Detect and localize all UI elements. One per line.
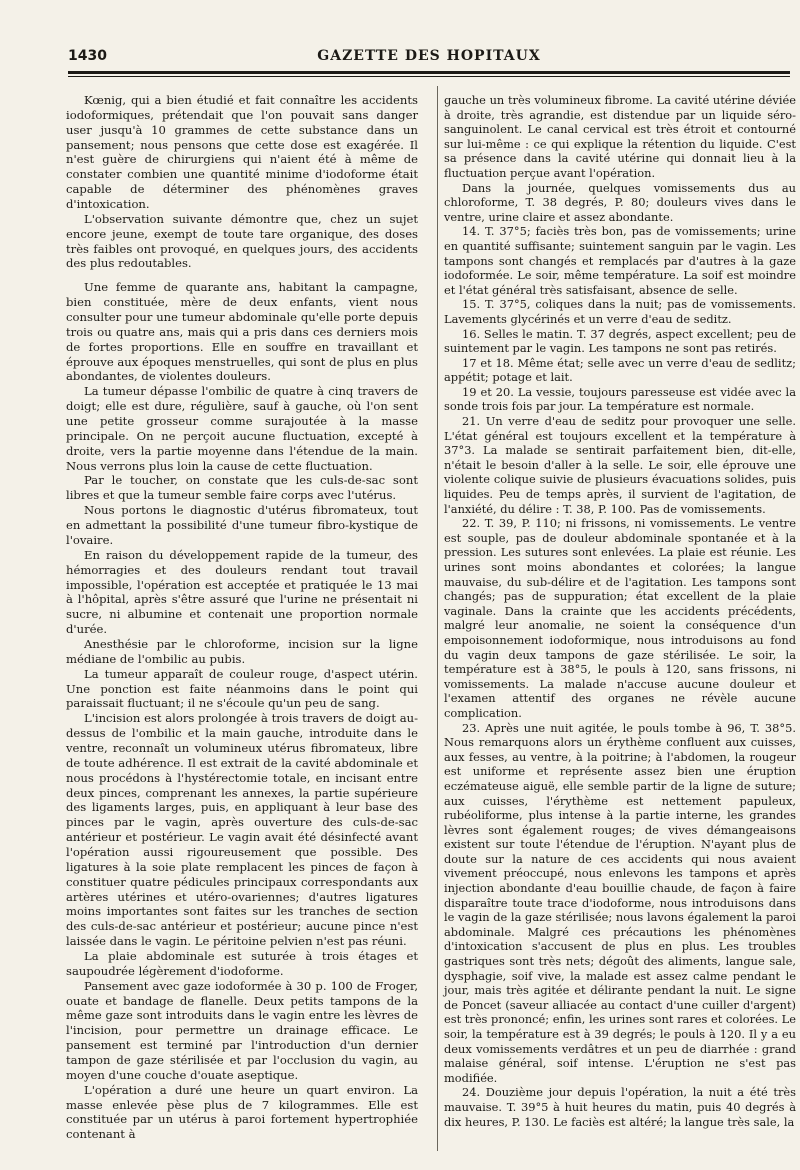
- paragraph: Une femme de quarante ans, habitant la campagne, bien constituée, mère de deux enfants, vient nous consulter pour une tumeur abdominale qu'elle porte depuis trois ou quatre ans, mais qui a pris dans ces derniers mois de fortes proportions. Elle en souffre en travaillant et éprouve aux époques menstruelles, qui sont de plus en plus abondantes, de violentes douleurs.: [66, 280, 418, 384]
- paragraph: Anesthésie par le chloroforme, incision sur la ligne médiane de l'ombilic au pubis.: [66, 636, 418, 666]
- paragraph: Nous portons le diagnostic d'utérus fibromateux, tout en admettant la possibilité d'une tumeur fibro-kystique de l'ovaire.: [66, 503, 418, 547]
- paragraph: L'opération a duré une heure un quart environ. La masse enlevée pèse plus de 7 kilogrammes. Elle est constituée par un utérus à paroi fortement hypertrophiée contenant à: [66, 1082, 418, 1142]
- paragraph: gauche un très volumineux fibrome. La cavité utérine déviée à droite, très agrandie, est distendue par un liquide séro-sanguinolent. Le canal cervical est très étroit et contourné sur lui-même : ce qui explique la rétention du liquide. C'est sa présence dans la cavité utérine qui donnait lieu à la fluctuation perçue avant l'opération.: [444, 93, 796, 180]
- header-rule-thin: [68, 76, 790, 77]
- page-number: 1430: [68, 48, 107, 64]
- header-rule-thick: [68, 71, 790, 74]
- paragraph: Par le toucher, on constate que les culs-de-sac sont libres et que la tumeur semble faire corps avec l'utérus.: [66, 473, 418, 503]
- paragraph: L'observation suivante démontre que, chez un sujet encore jeune, exempt de toute tare organique, des doses très faibles ont provoqué, en quelques jours, des accidents des plus redoutables.: [66, 211, 418, 271]
- paragraph: 23. Après une nuit agitée, le pouls tombe à 96, T. 38°5. Nous remarquons alors un érythème confluent aux cuisses, aux fesses, au ventre, à la poitrine; à l'abdomen, la rougeur est uniforme et représente assez bien une éruption eczémateuse aiguë, elle semble partir de la ligne de suture; aux cuisses, l'érythème est nettement papuleux, rubéoliforme, plus intense à la partie interne, les grandes lèvres sont également rouges; de vives démangeaisons existent sur toute l'étendue de l'éruption. N'ayant plus de doute sur la nature de ces accidents qui nous avaient vivement préoccupé, nous enlevons les tampons et après injection abondante d'eau bouillie chaude, de façon à faire disparaître toute trace d'iodoforme, nous introduisons dans le vagin de la gaze stérilisée; nous lavons également la paroi abdominale. Malgré ces précautions les phénomènes d'intoxication s'accusent de plus en plus. Les troubles gastriques sont très nets; dégoût des aliments, langue sale, dysphagie, soif vive, la malade est assez calme pendant le jour, mais très agitée et délirante pendant la nuit. Le signe de Poncet (saveur alliacée au contact d'une cuiller d'argent) est très prononcé; enfin, les urines sont rares et colorées. Le soir, la température est à 39 degrés; le pouls à 120. Il y a eu deux vomissements verdâtres et un peu de diarrhée : grand malaise général, soif intense. L'éruption ne s'est pas modifiée.: [444, 720, 796, 1085]
- paragraph: Dans la journée, quelques vomissements dus au chloroforme, T. 38 degrés, P. 80; douleurs vives dans le ventre, urine claire et assez abondante.: [444, 180, 796, 224]
- paragraph: La tumeur dépasse l'ombilic de quatre à cinq travers de doigt; elle est dure, régulière, sauf à gauche, où l'on sent une petite grosseur comme surajoutée à la masse principale. On ne perçoit aucune fluctuation, excepté à droite, vers la partie moyenne dans l'étendue de la main. Nous verrons plus loin la cause de cette fluctuation.: [66, 384, 418, 473]
- column-divider: [437, 86, 438, 1151]
- paragraph: 24. Douzième jour depuis l'opération, la nuit a été très mauvaise. T. 39°5 à huit heures du matin, puis 40 degrés à dix heures, P. 130. Le faciès est altéré; la langue très sale, la: [444, 1085, 796, 1129]
- paragraph: Kœnig, qui a bien étudié et fait connaître les accidents iodoformiques, prétendait que l'on pouvait sans danger user jusqu'à 10 grammes de cette substance dans un pansement; nous pensons que cette dose est exagérée. Il n'est guère de chirurgiens qui n'aient été à même de constater combien une quantité minime d'iodoforme était capable de déterminer des phénomènes graves d'intoxication.: [66, 93, 418, 212]
- page-header: [68, 48, 790, 70]
- paragraph: 14. T. 37°5; faciès très bon, pas de vomissements; urine en quantité suffisante; suintement sanguin par le vagin. Les tampons sont changés et remplacés par d'autres à la gaze iodoformée. Le soir, même température. La soif est moindre et l'état général très satisfaisant, absence de selle.: [444, 224, 796, 297]
- paragraph: 21. Un verre d'eau de seditz pour provoquer une selle. L'état général est toujours excellent et la température à 37°3. La malade se sentirait parfaitement bien, dit-elle, n'était le besoin d'aller à la selle. Le soir, elle éprouve une violente colique suivie de plusieurs évacuations solides, puis liquides. Peu de temps après, il survient de l'agitation, de l'anxiété, du délire : T. 38, P. 100. Pas de vomissements.: [444, 414, 796, 516]
- paragraph: Pansement avec gaze iodoformée à 30 p. 100 de Froger, ouate et bandage de flanelle. Deux petits tampons de la même gaze sont introduits dans le vagin entre les lèvres de l'incision, pour permettre un drainage efficace. Le pansement est terminé par l'introduction d'un dernier tampon de gaze stérilisée et par l'occlusion du vagin, au moyen d'une couche d'ouate aseptique.: [66, 978, 418, 1082]
- paragraph: L'incision est alors prolongée à trois travers de doigt au-dessus de l'ombilic et la main gauche, introduite dans le ventre, reconnaît un volumineux utérus fibromateux, libre de toute adhérence. Il est extrait de la cavité abdominale et nous procédons à l'hystérectomie totale, en incisant entre deux pinces, comprenant les annexes, la partie supérieure des ligaments larges, puis, en appliquant à leur base des pinces par le vagin, après ouverture des culs-de-sac antérieur et postérieur. Le vagin avait été désinfecté avant l'opération aussi rigoureusement que possible. Des ligatures à la soie plate remplacent les pinces de façon à constituer quatre pédicules principaux correspondants aux artères utérines et utéro-ovariennes; d'autres ligatures moins importantes sont faites sur les tranches de section des culs-de-sac antérieur et postérieur; aucune pince n'est laissée dans le vagin. Le péritoine pelvien n'est pas réuni.: [66, 711, 418, 949]
- paragraph: La plaie abdominale est suturée à trois étages et saupoudrée légèrement d'iodoforme.: [66, 948, 418, 978]
- left-column: [66, 93, 418, 1142]
- paragraph: 15. T. 37°5, coliques dans la nuit; pas de vomissements. Lavements glycérinés et un verre d'eau de seditz.: [444, 297, 796, 326]
- paragraph: 19 et 20. La vessie, toujours paresseuse est vidée avec la sonde trois fois par jour. La température est normale.: [444, 384, 796, 414]
- journal-title: GAZETTE DES HOPITAUX: [317, 48, 541, 64]
- right-column: [444, 93, 796, 1129]
- paragraph: 17 et 18. Même état; selle avec un verre d'eau de sedlitz; appétit; potage et lait.: [444, 355, 796, 385]
- paragraph: La tumeur apparaît de couleur rouge, d'aspect utérin. Une ponction est faite néanmoins dans le point qui paraissait fluctuant; il ne s'écoule qu'un peu de sang.: [66, 666, 418, 711]
- paragraph: 16. Selles le matin. T. 37 degrés, aspect excellent; peu de suintement par le vagin. Les tampons ne sont pas retirés.: [444, 326, 796, 356]
- paragraph: 22. T. 39, P. 110; ni frissons, ni vomissements. Le ventre est souple, pas de douleur abdominale spontanée et à la pression. Les sutures sont enlevées. La plaie est réunie. Les urines sont moins abondantes et colorées; la langue mauvaise, du sub-délire et de l'agitation. Les tampons sont changés; pas de suppuration; état excellent de la plaie vaginale. Dans la crainte que les accidents précédents, malgré leur anomalie, ne soient la conséquence d'un empoisonnement iodoformique, nous introduisons au fond du vagin deux tampons de gaze stérilisée. Le soir, la température est à 38°5, le pouls à 120, sans frissons, ni vomissements. La malade n'accuse aucune douleur et l'examen attentif des organes ne révèle aucune complication.: [444, 516, 796, 720]
- paragraph: En raison du développement rapide de la tumeur, des hémorragies et des douleurs rendant tout travail impossible, l'opération est acceptée et pratiquée le 13 mai à l'hôpital, après s'être assuré que l'urine ne présentait ni sucre, ni albumine et contenait une proportion normale d'urée.: [66, 547, 418, 637]
